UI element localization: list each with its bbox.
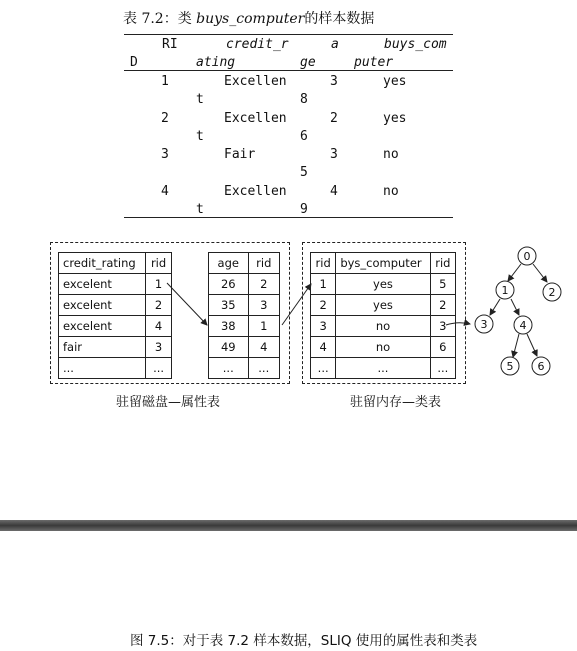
cell: 5 — [430, 274, 455, 295]
header-credit-1: credit_r — [226, 37, 289, 52]
row-credit: Fair — [224, 147, 256, 162]
cell: ... — [59, 358, 146, 379]
cell: 3 — [146, 337, 172, 358]
tree-edge — [533, 264, 547, 282]
row-age: 3 — [330, 74, 338, 89]
row-age-wrap: 6 — [300, 129, 308, 144]
caption-suffix: 的样本数据 — [304, 11, 375, 27]
tree-node-label: 0 — [523, 250, 531, 263]
tree-node-label: 3 — [480, 318, 488, 331]
cell: 3 — [311, 316, 336, 337]
cell: ... — [209, 358, 249, 379]
tree-edge — [527, 334, 537, 356]
header-credit-2: ating — [196, 55, 236, 70]
col-header: rid — [248, 253, 279, 274]
figure-caption: 图 7.5：对于表 7.2 样本数据，SLIQ 使用的属性表和类表 — [130, 633, 478, 649]
cell: excelent — [59, 316, 146, 337]
row-credit: Excellen — [224, 111, 287, 126]
cell: 4 — [311, 337, 336, 358]
row-rid: 4 — [161, 184, 169, 199]
col-header: rid — [146, 253, 172, 274]
cell: excelent — [59, 274, 146, 295]
cell: 49 — [209, 337, 249, 358]
header-age-2: ge — [300, 55, 316, 70]
decision-tree — [475, 247, 561, 375]
cell: 3 — [430, 316, 455, 337]
header-rid-2: D — [130, 55, 138, 70]
row-age-wrap: 8 — [300, 92, 308, 107]
row-age-wrap: 9 — [300, 202, 308, 217]
row-rid: 3 — [161, 147, 169, 162]
row-credit: Excellen — [224, 184, 287, 199]
cell: 2 — [311, 295, 336, 316]
caption-italic: buys_computer — [196, 11, 305, 27]
tree-node-label: 4 — [519, 319, 527, 332]
cell: 6 — [430, 337, 455, 358]
cell: fair — [59, 337, 146, 358]
cell: 35 — [209, 295, 249, 316]
col-header: credit_rating — [59, 253, 146, 274]
tree-node-label: 5 — [506, 360, 514, 373]
tree-node-label: 6 — [537, 360, 545, 373]
header-rid-1: RI — [162, 37, 178, 52]
cell: excelent — [59, 295, 146, 316]
tree-node-label: 2 — [548, 286, 556, 299]
tree-edge — [508, 264, 521, 281]
row-age: 3 — [330, 147, 338, 162]
cell: ... — [430, 358, 455, 379]
tree-edge — [513, 334, 519, 357]
caption-prefix: 表 7.2：类 — [123, 11, 197, 27]
cell: 4 — [146, 316, 172, 337]
row-credit-wrap: t — [196, 129, 204, 144]
cell: ... — [336, 358, 430, 379]
tree-edge — [511, 299, 519, 315]
row-age: 2 — [330, 111, 338, 126]
cell: 4 — [248, 337, 279, 358]
row-buys: yes — [383, 74, 407, 89]
row-buys: yes — [383, 111, 407, 126]
pointer-arrow-credit-to-age — [167, 283, 207, 325]
row-rid: 1 — [161, 74, 169, 89]
cell: yes — [336, 274, 430, 295]
header-buys-1: buys_com — [384, 37, 447, 52]
cell: ... — [248, 358, 279, 379]
row-age-wrap: 5 — [300, 165, 308, 180]
cell: 2 — [430, 295, 455, 316]
cell: 3 — [248, 295, 279, 316]
cell: ... — [311, 358, 336, 379]
row-buys: no — [383, 184, 399, 199]
cell: 2 — [146, 295, 172, 316]
memory-label: 驻留内存—类表 — [350, 395, 442, 410]
cell: 38 — [209, 316, 249, 337]
row-rid: 2 — [161, 111, 169, 126]
page-divider — [0, 520, 577, 531]
cell: 1 — [311, 274, 336, 295]
pointer-arrow-class-to-tree — [446, 323, 470, 325]
disk-label: 驻留磁盘—属性表 — [116, 395, 221, 410]
col-header: age — [209, 253, 249, 274]
cell: no — [336, 316, 430, 337]
col-header: rid — [430, 253, 455, 274]
cell: yes — [336, 295, 430, 316]
cell: no — [336, 337, 430, 358]
row-buys: no — [383, 147, 399, 162]
pointer-arrow-age-to-class — [282, 284, 311, 325]
tree-node-label: 1 — [501, 284, 509, 297]
row-credit-wrap: t — [196, 92, 204, 107]
row-age: 4 — [330, 184, 338, 199]
cell: 1 — [248, 316, 279, 337]
col-header: bys_computer — [336, 253, 430, 274]
col-header: rid — [311, 253, 336, 274]
cell: ... — [146, 358, 172, 379]
cell: 26 — [209, 274, 249, 295]
row-credit: Excellen — [224, 74, 287, 89]
tree-edge — [490, 299, 500, 315]
header-buys-2: puter — [354, 55, 394, 70]
row-credit-wrap: t — [196, 202, 204, 217]
header-age-1: a — [331, 37, 339, 52]
cell: 2 — [248, 274, 279, 295]
cell: 1 — [146, 274, 172, 295]
